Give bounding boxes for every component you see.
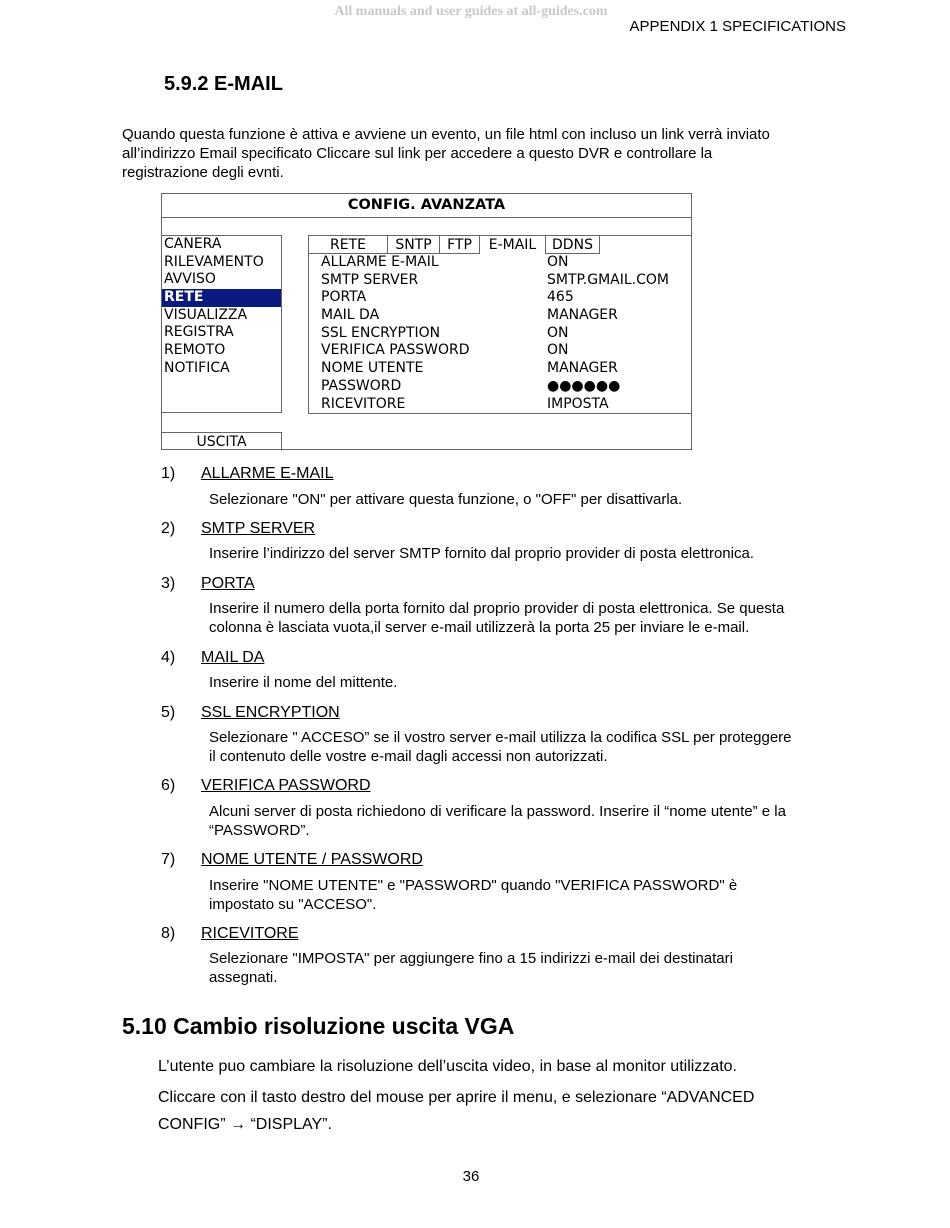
setting-value[interactable]: SMTP.GMAIL.COM [547,271,669,288]
item-description [209,728,849,766]
setting-row-ricevitore[interactable] [321,396,689,414]
item-description [209,949,849,987]
item-description [209,876,849,914]
setting-row-smtp-server[interactable] [321,272,689,290]
sidebar-item-visualizza[interactable]: VISUALIZZA [164,306,248,323]
tab-ftp[interactable]: FTP [440,236,480,254]
item-description [209,544,849,563]
item-heading: SMTP SERVER [201,520,316,537]
intro-line: Quando questa funzione è attiva e avviene un evento, un file html con incluso un link verrà inviato [122,126,770,143]
item-number: 1) [161,465,176,482]
setting-row-password[interactable] [321,378,689,396]
setting-label: SSL ENCRYPTION [321,324,441,341]
item-description [209,599,849,637]
sidebar-item-registra[interactable]: REGISTRA [164,324,234,341]
setting-label: NOME UTENTE [321,360,424,377]
intro-paragraph [122,125,842,182]
item-heading: VERIFICA PASSWORD [201,777,371,794]
desc-line: Selezionare "IMPOSTA" per aggiungere fino a 15 indirizzi e-mail dei destinatari [209,950,733,967]
item-description [209,802,849,840]
instruction-line: CONFIG” → “DISPLAY”. [158,1116,332,1133]
desc-line: Inserire l’indirizzo del server SMTP fornito dal proprio provider di posta elettronica. [209,545,754,562]
advanced-config-menu [161,193,692,450]
setting-label: PASSWORD [321,377,402,394]
exit-button[interactable]: USCITA [162,432,282,450]
desc-line: impostato su "ACCESO". [209,896,377,913]
setting-label: VERIFICA PASSWORD [321,342,470,359]
item-number: 6) [161,777,176,794]
tab-rete[interactable]: RETE [309,236,388,254]
desc-line: colonna è lasciata vuota,il server e-mail utilizzerà la porta 25 per inviare le e-mail. [209,619,750,636]
sidebar-item-rilevamento[interactable]: RILEVAMENTO [164,253,264,270]
sidebar-item-notifica[interactable]: NOTIFICA [164,359,230,376]
item-description [209,490,849,509]
section2-title: 5.10 Cambio risoluzione uscita VGA [122,1013,515,1039]
panel-divider [308,413,691,414]
setting-value[interactable]: MANAGER [547,307,618,324]
setting-label: SMTP SERVER [321,271,419,288]
password-dots[interactable]: ●●●●●● [547,377,621,394]
section2-instructions [158,1084,838,1138]
tab-ddns[interactable]: DDNS [546,236,600,254]
setting-label: MAIL DA [321,307,380,324]
desc-line: Selezionare "ON" per attivare questa funzione, o "OFF" per disattivarla. [209,491,683,508]
sidebar-item-canera[interactable]: CANERA [164,236,222,252]
desc-line: il contenuto delle vostre e-mail dagli accessi non autorizzati. [209,748,608,765]
setting-row-mail-da[interactable] [321,307,689,325]
item-number: 7) [161,851,176,868]
setting-row-nome-utente[interactable] [321,360,689,378]
sidebar-item-remoto[interactable]: REMOTO [164,342,226,359]
desc-line: Selezionare " ACCESO” se il vostro server e-mail utilizza la codifica SSL per proteggere [209,729,792,746]
setting-value[interactable]: ON [547,342,569,359]
sidebar-item-avviso[interactable]: AVVISO [164,271,216,288]
sidebar-item-rete[interactable]: RETE [162,289,281,307]
setting-row-allarme-email[interactable] [321,254,689,272]
setting-row-porta[interactable] [321,289,689,307]
item-number: 8) [161,925,176,942]
setting-value[interactable]: IMPOSTA [547,395,609,412]
desc-line: Alcuni server di posta richiedono di verificare la password. Inserire il “nome utente” e la [209,803,786,820]
tab-bar [309,236,600,254]
instruction-line: Cliccare con il tasto destro del mouse per aprire il menu, e selezionare “ADVANCED [158,1089,755,1106]
item-description [209,673,849,692]
setting-row-ssl-encryption[interactable] [321,325,689,343]
page-number: 36 [462,1168,480,1185]
setting-row-verifica-password[interactable] [321,342,689,360]
settings-panel [308,235,692,413]
setting-label: PORTA [321,289,367,306]
setting-value[interactable]: MANAGER [547,360,618,377]
item-heading: ALLARME E-MAIL [201,465,334,482]
item-number: 4) [161,649,176,666]
desc-line: Inserire "NOME UTENTE" e "PASSWORD" quando "VERIFICA PASSWORD" è [209,877,738,894]
setting-value[interactable]: 465 [547,289,574,306]
item-heading: MAIL DA [201,649,265,666]
item-number: 2) [161,520,176,537]
item-heading: NOME UTENTE / PASSWORD [201,851,423,868]
desc-line: Inserire il numero della porta fornito dal proprio provider di posta elettronica. Se questa [209,600,785,617]
tab-sntp[interactable]: SNTP [388,236,440,254]
item-heading: PORTA [201,575,255,592]
item-number: 5) [161,704,176,721]
desc-line: Inserire il nome del mittente. [209,674,398,691]
section-title: 5.9.2 E-MAIL [164,73,283,95]
menu-sidebar [162,235,282,413]
setting-label: RICEVITORE [321,395,406,412]
section2-paragraph: L’utente puo cambiare la risoluzione dell’uscita video, in base al monitor utilizzato. [158,1058,737,1075]
menu-title: CONFIG. AVANZATA [162,194,691,218]
item-heading: SSL ENCRYPTION [201,704,340,721]
setting-label: ALLARME E-MAIL [321,254,439,270]
intro-line: all’indirizzo Email specificato Cliccare sul link per accedere a questo DVR e controllare la [122,145,713,162]
tab-e-mail[interactable]: E-MAIL [480,236,546,254]
appendix-header: APPENDIX 1 SPECIFICATIONS [629,18,846,35]
item-number: 3) [161,575,176,592]
item-heading: RICEVITORE [201,925,299,942]
desc-line: assegnati. [209,969,278,986]
desc-line: “PASSWORD”. [209,822,310,839]
setting-value[interactable]: ON [547,324,569,341]
setting-value[interactable]: ON [547,254,569,270]
settings-list [321,254,689,413]
intro-line: registrazione degli evnti. [122,164,284,181]
watermark: All manuals and user guides at all-guides.com [334,4,608,19]
